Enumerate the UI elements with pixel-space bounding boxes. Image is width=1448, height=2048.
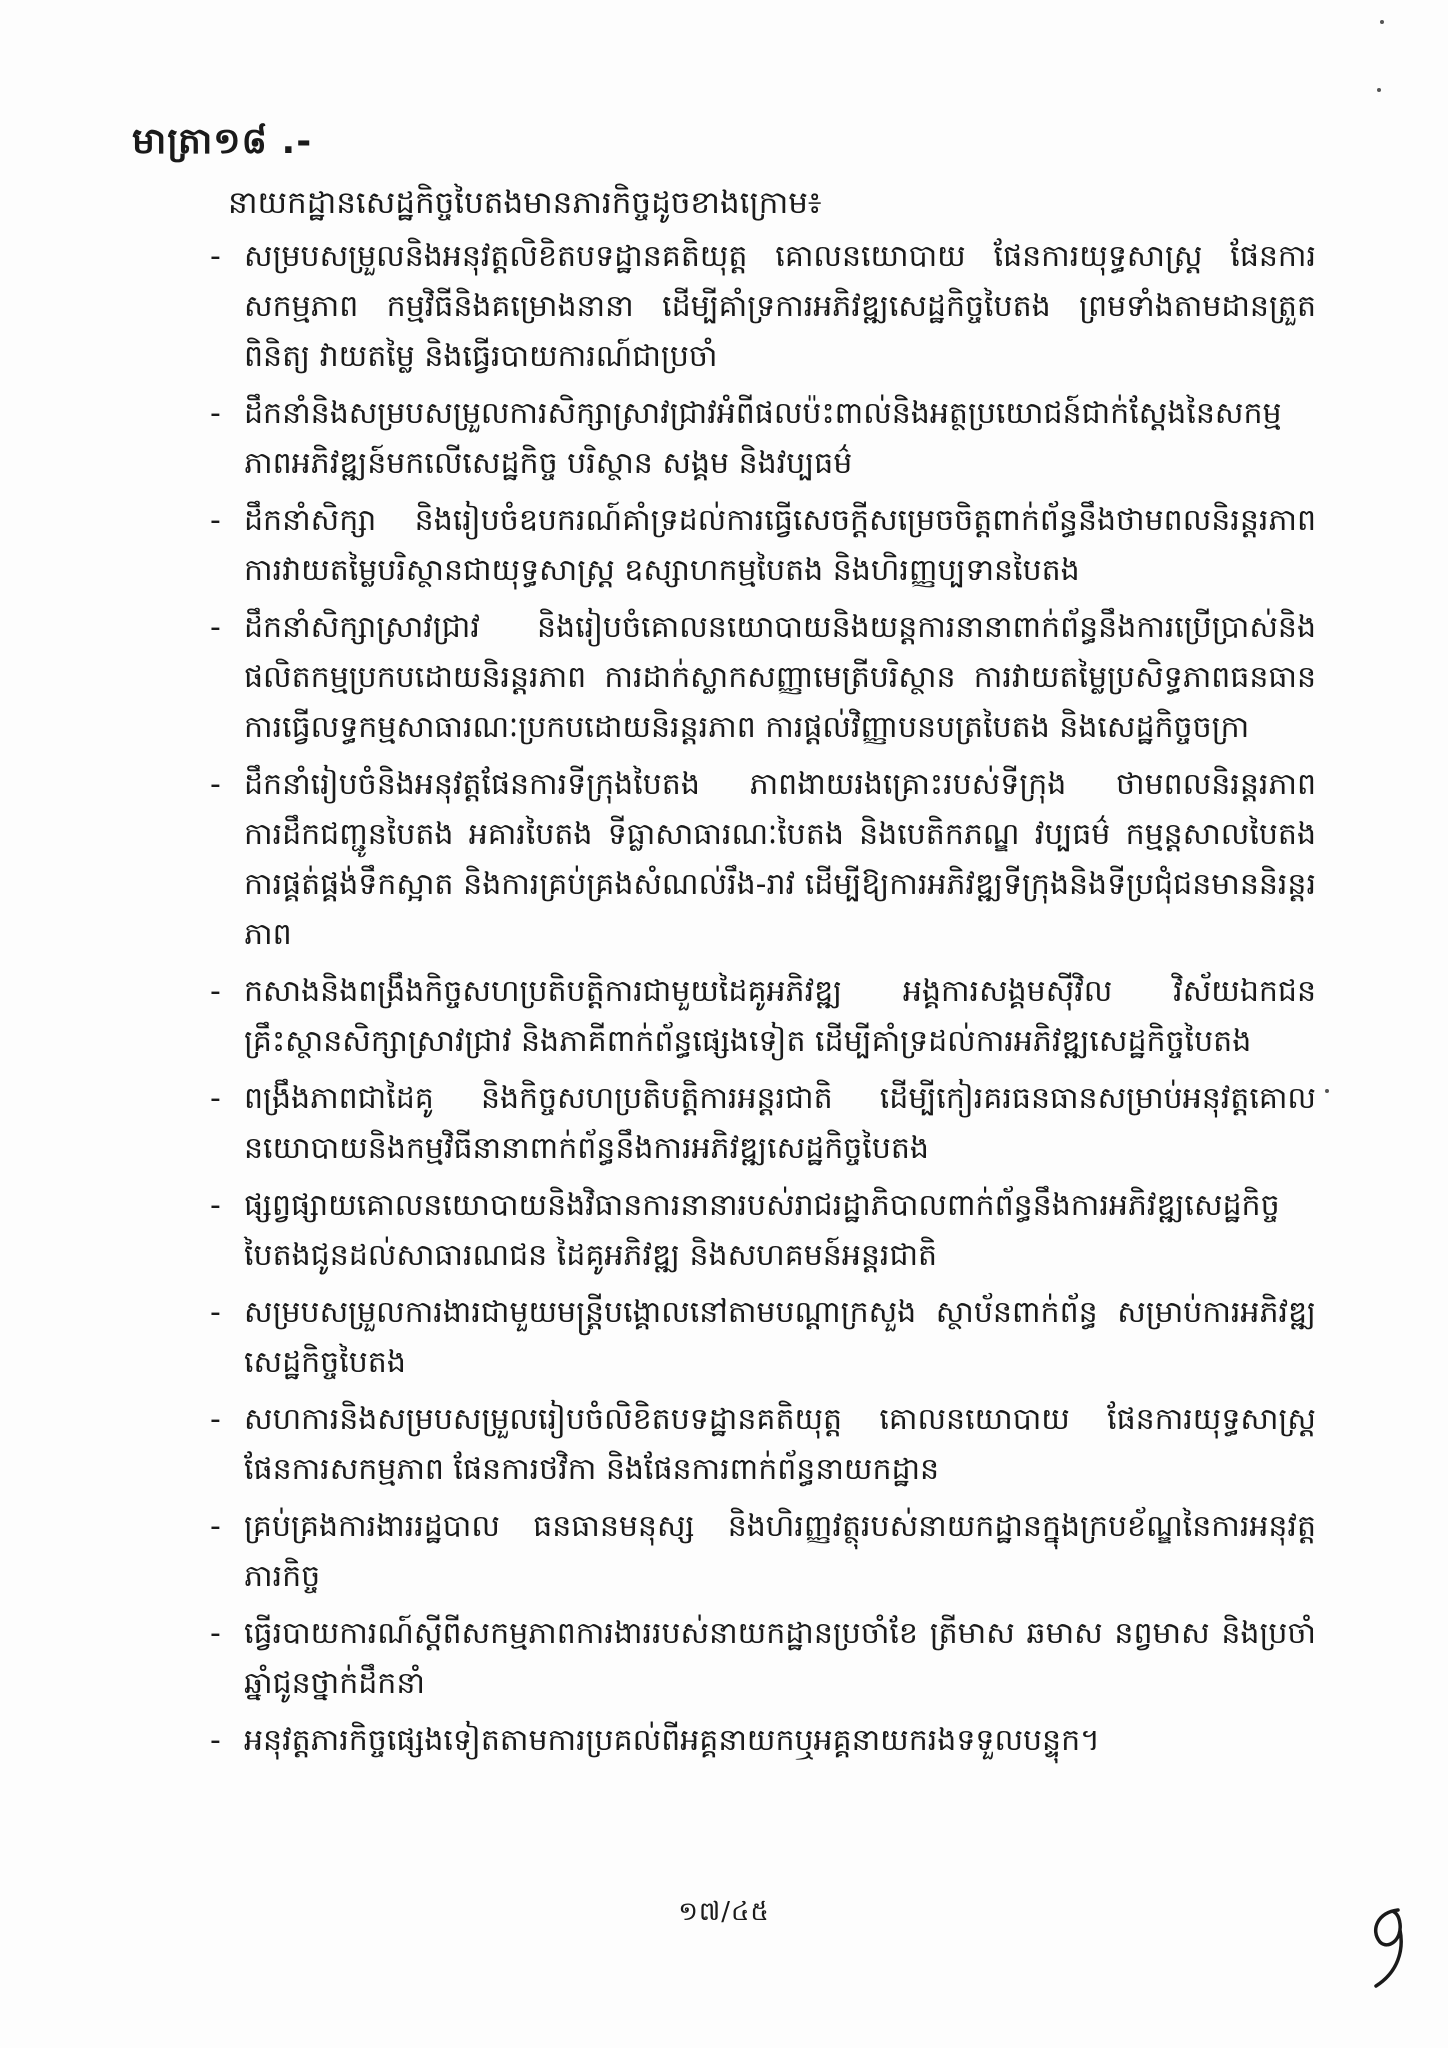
scan-speck <box>1325 1089 1329 1093</box>
bullet-dash: - <box>210 1402 221 1437</box>
intro-sentence: នាយកដ្ឋានសេដ្ឋកិច្ចបៃតងមានភារកិច្ចដូចខាងក្រោម៖ <box>228 185 822 221</box>
article-heading: មាត្រា១៨ .- <box>132 121 313 162</box>
duty-item <box>206 232 1316 382</box>
duty-text: សម្របសម្រួលការងារជាមួយមន្ត្រីបង្គោលនៅតាមបណ្តាក្រសួង ស្ថាប័នពាក់ព័ន្ធ សម្រាប់ការអភិវឌ្ឍសេដ្ឋកិច្ចបៃតង <box>244 1295 1316 1380</box>
duty-item <box>206 1288 1316 1388</box>
duty-item <box>206 1609 1316 1709</box>
bullet-dash: - <box>210 1616 221 1651</box>
duty-item <box>206 1502 1316 1602</box>
bullet-dash: - <box>210 974 221 1009</box>
duty-text: ធ្វើរបាយការណ៍ស្តីពីសកម្មភាពការងាររបស់នាយកដ្ឋានប្រចាំខែ ត្រីមាស ឆមាស នព្វមាស និងប្រចាំឆ្នាំជូនថ្នាក់ដឹកនាំ <box>244 1616 1316 1701</box>
duty-item <box>206 603 1316 753</box>
duties-list <box>206 232 1316 1773</box>
duty-item <box>206 1395 1316 1495</box>
page-number: ១៧/៤៥ <box>678 1897 770 1927</box>
scan-speck <box>1380 20 1384 24</box>
duty-text: កសាងនិងពង្រឹងកិច្ចសហប្រតិបត្តិការជាមួយដៃគូអភិវឌ្ឍ អង្គការសង្គមស៊ីវិល វិស័យឯកជន គ្រឹះស្ថានសិក្សាស្រាវជ្រាវ និងភាគីពាក់ព័ន្ធផ្សេងទៀត ដើម្បីគាំទ្រដល់ការអភិវឌ្ឍសេដ្ឋកិច្ចបៃតង <box>244 974 1316 1059</box>
duty-item <box>206 760 1316 960</box>
bullet-dash: - <box>210 1188 221 1223</box>
duty-text: សហការនិងសម្របសម្រួលរៀបចំលិខិតបទដ្ឋានគតិយុត្ត គោលនយោបាយ ផែនការយុទ្ធសាស្ត្រ ផែនការសកម្មភាព ផែនការថវិកា និងផែនការពាក់ព័ន្ធនាយកដ្ឋាន <box>244 1402 1316 1487</box>
bullet-dash: - <box>210 1509 221 1544</box>
bullet-dash: - <box>210 396 221 431</box>
duty-text: ដឹកនាំសិក្សា និងរៀបចំឧបករណ៍គាំទ្រដល់ការធ្វើសេចក្តីសម្រេចចិត្តពាក់ព័ន្ធនឹងថាមពលនិរន្តរភាព ការវាយតម្លៃបរិស្ថានជាយុទ្ធសាស្ត្រ ឧស្សាហកម្មបៃតង និងហិរញ្ញប្បទានបៃតង <box>244 503 1316 588</box>
bullet-dash: - <box>210 239 221 274</box>
duty-text: គ្រប់គ្រងការងាររដ្ឋបាល ធនធានមនុស្ស និងហិរញ្ញវត្ថុរបស់នាយកដ្ឋានក្នុងក្របខ័ណ្ឌនៃការអនុវត្តភារកិច្ច <box>244 1509 1316 1594</box>
scan-speck <box>1377 88 1381 92</box>
bullet-dash: - <box>210 1081 221 1116</box>
bullet-dash: - <box>210 1295 221 1330</box>
duty-text: ដឹកនាំសិក្សាស្រាវជ្រាវ និងរៀបចំគោលនយោបាយនិងយន្តការនានាពាក់ព័ន្ធនឹងការប្រើប្រាស់និងផលិតកម្មប្រកបដោយនិរន្តរភាព ការដាក់ស្លាកសញ្ញាមេត្រីបរិស្ថាន ការវាយតម្លៃប្រសិទ្ធភាពធនធាន ការធ្វើលទ្ធកម្មសាធារណៈប្រកបដោយនិរន្តរភាព ការផ្តល់វិញ្ញាបនបត្របៃតង និងសេដ្ឋកិច្ចចក្រា <box>244 610 1316 745</box>
bullet-dash: - <box>210 1723 221 1758</box>
duty-item <box>206 496 1316 596</box>
bullet-dash: - <box>210 767 221 802</box>
handwritten-initial-mark <box>1358 1900 1418 1990</box>
duty-text: អនុវត្តភារកិច្ចផ្សេងទៀតតាមការប្រគល់ពីអគ្គនាយកឬអគ្គនាយករងទទួលបន្ទុក។ <box>244 1723 1100 1758</box>
duty-item <box>206 389 1316 489</box>
duty-text: ដឹកនាំនិងសម្របសម្រួលការសិក្សាស្រាវជ្រាវអំពីផលប៉ះពាល់និងអត្ថប្រយោជន៍ជាក់ស្តែងនៃសកម្មភាពអភិវឌ្ឍន៍មកលើសេដ្ឋកិច្ច បរិស្ថាន សង្គម និងវប្បធម៌ <box>244 396 1282 481</box>
duty-item <box>206 1074 1316 1174</box>
duty-text: ដឹកនាំរៀបចំនិងអនុវត្តផែនការទីក្រុងបៃតង ភាពងាយរងគ្រោះរបស់ទីក្រុង ថាមពលនិរន្តរភាព ការដឹកជញ្ជូនបៃតង អគារបៃតង ទីធ្លាសាធារណៈបៃតង និងបេតិកភណ្ឌ វប្បធម៌ កម្មន្តសាលបៃតង ការផ្គត់ផ្គង់ទឹកស្អាត និងការគ្រប់គ្រងសំណល់រឹង-រាវ ដើម្បីឱ្យការអភិវឌ្ឍទីក្រុងនិងទីប្រជុំជនមាននិរន្តរភាព <box>244 767 1316 952</box>
duty-text: ផ្សព្វផ្សាយគោលនយោបាយនិងវិធានការនានារបស់រាជរដ្ឋាភិបាលពាក់ព័ន្ធនឹងការអភិវឌ្ឍសេដ្ឋកិច្ចបៃតងជូនដល់សាធារណជន ដៃគូអភិវឌ្ឍ និងសហគមន៍អន្តរជាតិ <box>244 1188 1280 1273</box>
duty-item <box>206 967 1316 1067</box>
bullet-dash: - <box>210 503 221 538</box>
duty-item <box>206 1181 1316 1281</box>
duty-item <box>206 1716 1316 1766</box>
duty-text: ពង្រឹងភាពជាដៃគូ និងកិច្ចសហប្រតិបត្តិការអន្តរជាតិ ដើម្បីកៀរគរធនធានសម្រាប់អនុវត្តគោលនយោបាយនិងកម្មវិធីនានាពាក់ព័ន្ធនឹងការអភិវឌ្ឍសេដ្ឋកិច្ចបៃតង <box>244 1081 1316 1166</box>
duty-text: សម្របសម្រួលនិងអនុវត្តលិខិតបទដ្ឋានគតិយុត្ត គោលនយោបាយ ផែនការយុទ្ធសាស្ត្រ ផែនការសកម្មភាព កម្មវិធីនិងគម្រោងនានា ដើម្បីគាំទ្រការអភិវឌ្ឍសេដ្ឋកិច្ចបៃតង ព្រមទាំងតាមដានត្រួតពិនិត្យ វាយតម្លៃ និងធ្វើរបាយការណ៍ជាប្រចាំ <box>244 239 1316 374</box>
bullet-dash: - <box>210 610 221 645</box>
